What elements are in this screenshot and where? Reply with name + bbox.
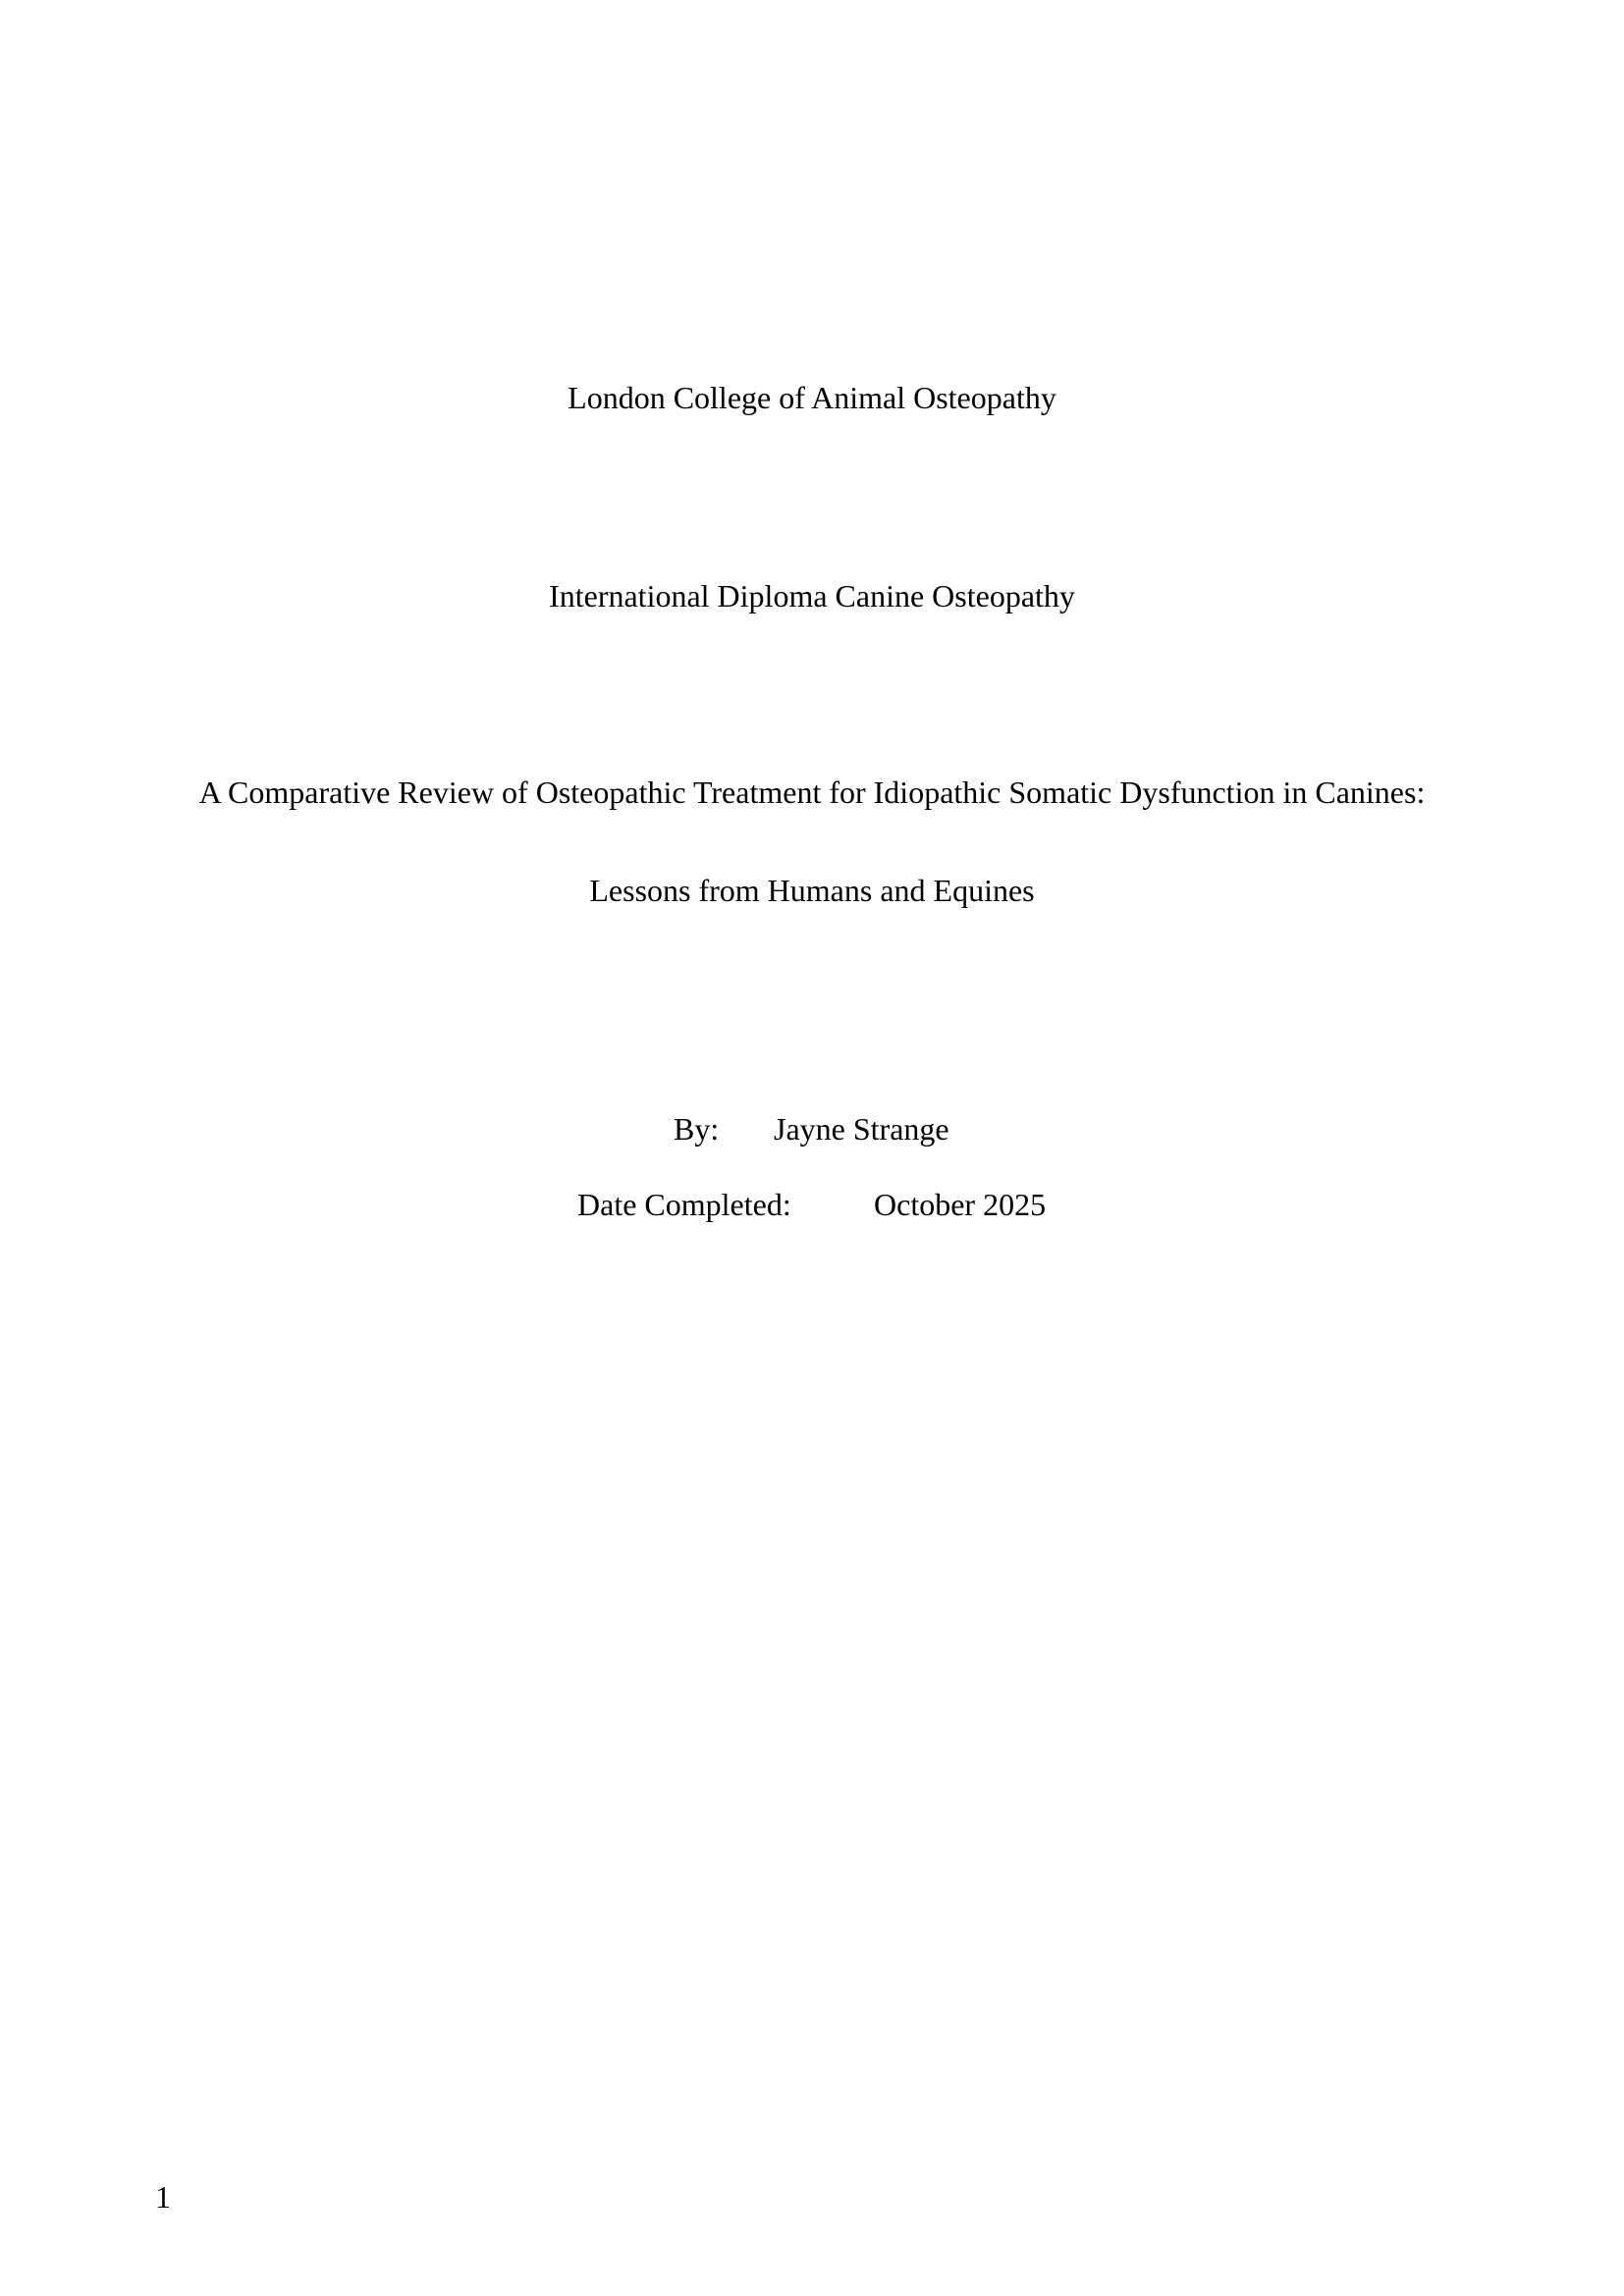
page-number: 1 [155, 2179, 171, 2215]
author-name: Jayne Strange [774, 1111, 949, 1147]
program-name: International Diploma Canine Osteopathy [549, 578, 1075, 614]
author-label: By: [674, 1111, 720, 1147]
date-completed-row [0, 1185, 1624, 1224]
document-title-line-2: Lessons from Humans and Equines [589, 873, 1035, 908]
date-completed-value: October 2025 [874, 1187, 1047, 1222]
author-row [0, 1109, 1624, 1148]
date-completed-label: Date Completed: [577, 1187, 791, 1222]
institution-name: London College of Animal Osteopathy [568, 380, 1056, 415]
document-title-line-1: A Comparative Review of Osteopathic Treatment for Idiopathic Somatic Dysfunction in Canines: [198, 774, 1426, 810]
